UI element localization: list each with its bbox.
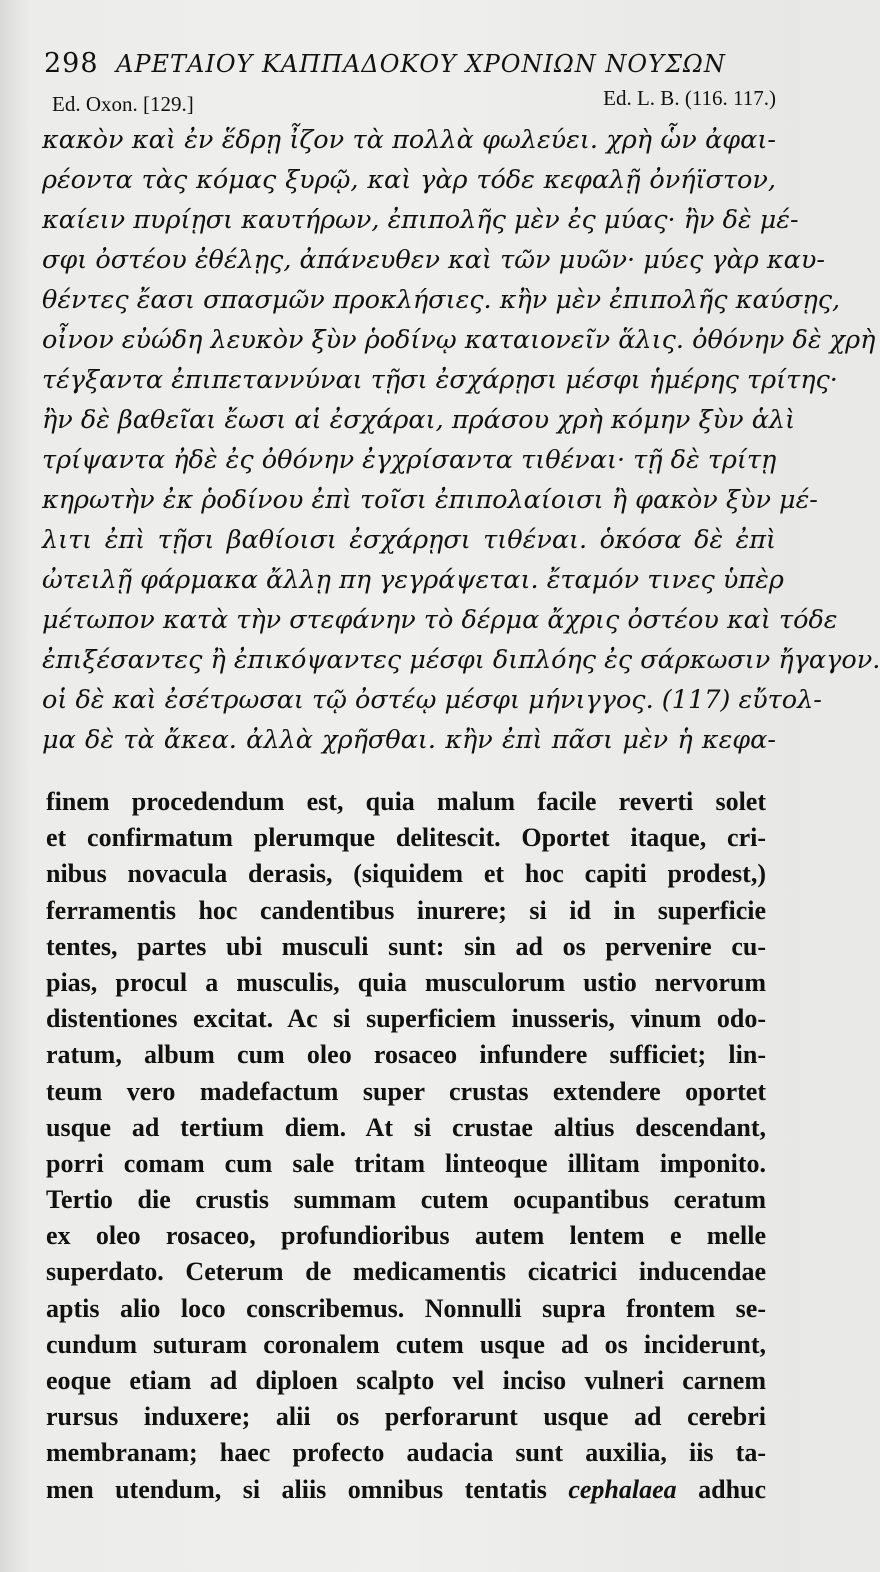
greek-text-line: μα δὲ τὰ ἄκεα. ἀλλὰ χρῆσθαι. κἢν ἐπὶ πᾶσι μὲν ἡ κεφα- xyxy=(42,725,776,755)
latin-text-line: ratum, album cum oleo rosaceo infundere sufficiet; lin- xyxy=(46,1040,766,1070)
greek-text-line: οἶνον εὐώδη λευκὸν ξὺν ῥοδίνῳ καταιονεῖν ἅλις. ὀθόνην δὲ χρὴ xyxy=(42,325,876,355)
latin-italic-term: cephalaea xyxy=(568,1474,677,1504)
greek-text-line: ἢν δὲ βαθεῖαι ἔωσι αἱ ἐσχάραι, πράσου χρὴ κόμην ξὺν ἁλὶ xyxy=(42,405,796,435)
greek-text-line: ὠτειλῇ φάρμακα ἄλλῃ πη γεγράψεται. ἔταμόν τινες ὑπὲρ xyxy=(42,565,784,595)
latin-text-line: finem procedendum est, quia malum facile reverti solet xyxy=(46,787,766,816)
greek-text-line: λιτι ἐπὶ τῇσι βαθίοισι ἐσχάρῃσι τιθέναι. ὁκόσα δὲ ἐπὶ xyxy=(42,525,776,555)
greek-text-line: τέγξαντα ἐπιπεταννύναι τῇσι ἐσχάρῃσι μέσφι ἡμέρης τρίτης· xyxy=(42,365,838,395)
latin-text-line: pias, procul a musculis, quia musculorum ustio nervorum xyxy=(46,967,766,997)
latin-text-line: ex oleo rosaceo, profundioribus autem lentem e melle xyxy=(46,1221,766,1251)
greek-text-line: σφι ὀστέου ἐθέλῃς, ἀπάνευθεν καὶ τῶν μυῶν· μύες γὰρ καυ- xyxy=(42,245,825,275)
greek-text-line: οἱ δὲ καὶ ἐσέτρωσαι τῷ ὀστέῳ μέσφι μήνιγγος. (117) εὔτολ- xyxy=(42,685,822,715)
latin-text-line: distentiones excitat. Ac si superficiem inusseris, vinum odo- xyxy=(46,1004,766,1034)
latin-text-line: rursus induxere; alii os perforarunt usque ad cerebri xyxy=(46,1402,766,1432)
latin-text-line: superdato. Ceterum de medicamentis cicatrici inducendae xyxy=(46,1257,766,1287)
latin-last-line-end: adhuc xyxy=(698,1474,767,1504)
latin-translation-block xyxy=(46,784,766,1508)
latin-text-line: et confirmatum plerumque delitescit. Oportet itaque, cri- xyxy=(46,823,766,853)
greek-text-line: μέτωπον κατὰ τὴν στεφάνην τὸ δέρμα ἄχρις ὀστέου καὶ τόδε xyxy=(42,605,838,635)
greek-text-line: κακὸν καὶ ἐν ἕδρῃ ἶζον τὰ πολλὰ φωλεύει. χρὴ ὧν ἀφαι- xyxy=(42,125,776,155)
latin-text-line: usque ad tertium diem. At si crustae altius descendant, xyxy=(46,1112,766,1142)
latin-text-line: tentes, partes ubi musculi sunt: sin ad os pervenire cu- xyxy=(46,931,766,961)
greek-text-line: ἐπιξέσαντες ἢ ἐπικόψαντες μέσφι διπλόης ἐς σάρκωσιν ἤγαγον. xyxy=(42,645,880,675)
latin-text-line-last xyxy=(46,1472,766,1508)
page-number: 298 xyxy=(44,48,99,79)
latin-text-line: porri comam cum sale tritam linteoque illitam imponito. xyxy=(46,1148,766,1178)
latin-text-line: eoque etiam ad diploen scalpto vel inciso vulneri carnem xyxy=(46,1366,766,1395)
greek-text-line: θέντες ἔασι σπασμῶν προκλήσιες. κἢν μὲν ἐπιπολῆς καύσῃς, xyxy=(42,285,841,315)
greek-text-line: ρέοντα τὰς κόμας ξυρῷ, καὶ γὰρ τόδε κεφαλῇ ὀνήϊστον, xyxy=(42,165,776,195)
latin-text-line: teum vero madefactum super crustas extendere oportet xyxy=(46,1076,766,1106)
greek-text-block xyxy=(42,120,880,760)
greek-text-line: τρίψαντα ἠδὲ ἐς ὀθόνην ἐγχρίσαντα τιθέναι· τῇ δὲ τρίτῃ xyxy=(42,445,777,475)
latin-last-line-start: men utendum, si aliis omnibus tentatis xyxy=(46,1474,547,1504)
running-title: ΑΡΕΤΑΙΟΥ ΚΑΠΠΑΔΟΚΟΥ ΧΡΟΝΙΩΝ ΝΟΥΣΩΝ xyxy=(116,50,726,78)
greek-text-line: καίειν πυρίῃσι καυτήρων, ἐπιπολῆς μὲν ἐς μύας· ἢν δὲ μέ- xyxy=(42,205,799,235)
edition-oxon-reference: Ed. Oxon. [129.] xyxy=(52,92,194,116)
latin-text-line: aptis alio loco conscribemus. Nonnulli supra frontem se- xyxy=(46,1293,766,1323)
latin-text-line: Tertio die crustis summam cutem ocupantibus ceratum xyxy=(46,1185,766,1215)
latin-text-line: cundum suturam coronalem cutem usque ad os inciderunt, xyxy=(46,1329,766,1359)
latin-text-line: nibus novacula derasis, (siquidem et hoc capiti prodest,) xyxy=(46,859,766,889)
greek-text-line: κηρωτὴν ἐκ ῥοδίνου ἐπὶ τοῖσι ἐπιπολαίοισι ἢ φακὸν ξὺν μέ- xyxy=(42,485,818,515)
latin-text-line: membranam; haec profecto audacia sunt auxilia, iis ta- xyxy=(46,1438,766,1468)
latin-text-line: ferramentis hoc candentibus inurere; si id in superficie xyxy=(46,895,766,925)
page-header xyxy=(44,40,784,84)
edition-lb-reference: Ed. L. B. (116. 117.) xyxy=(603,86,776,110)
